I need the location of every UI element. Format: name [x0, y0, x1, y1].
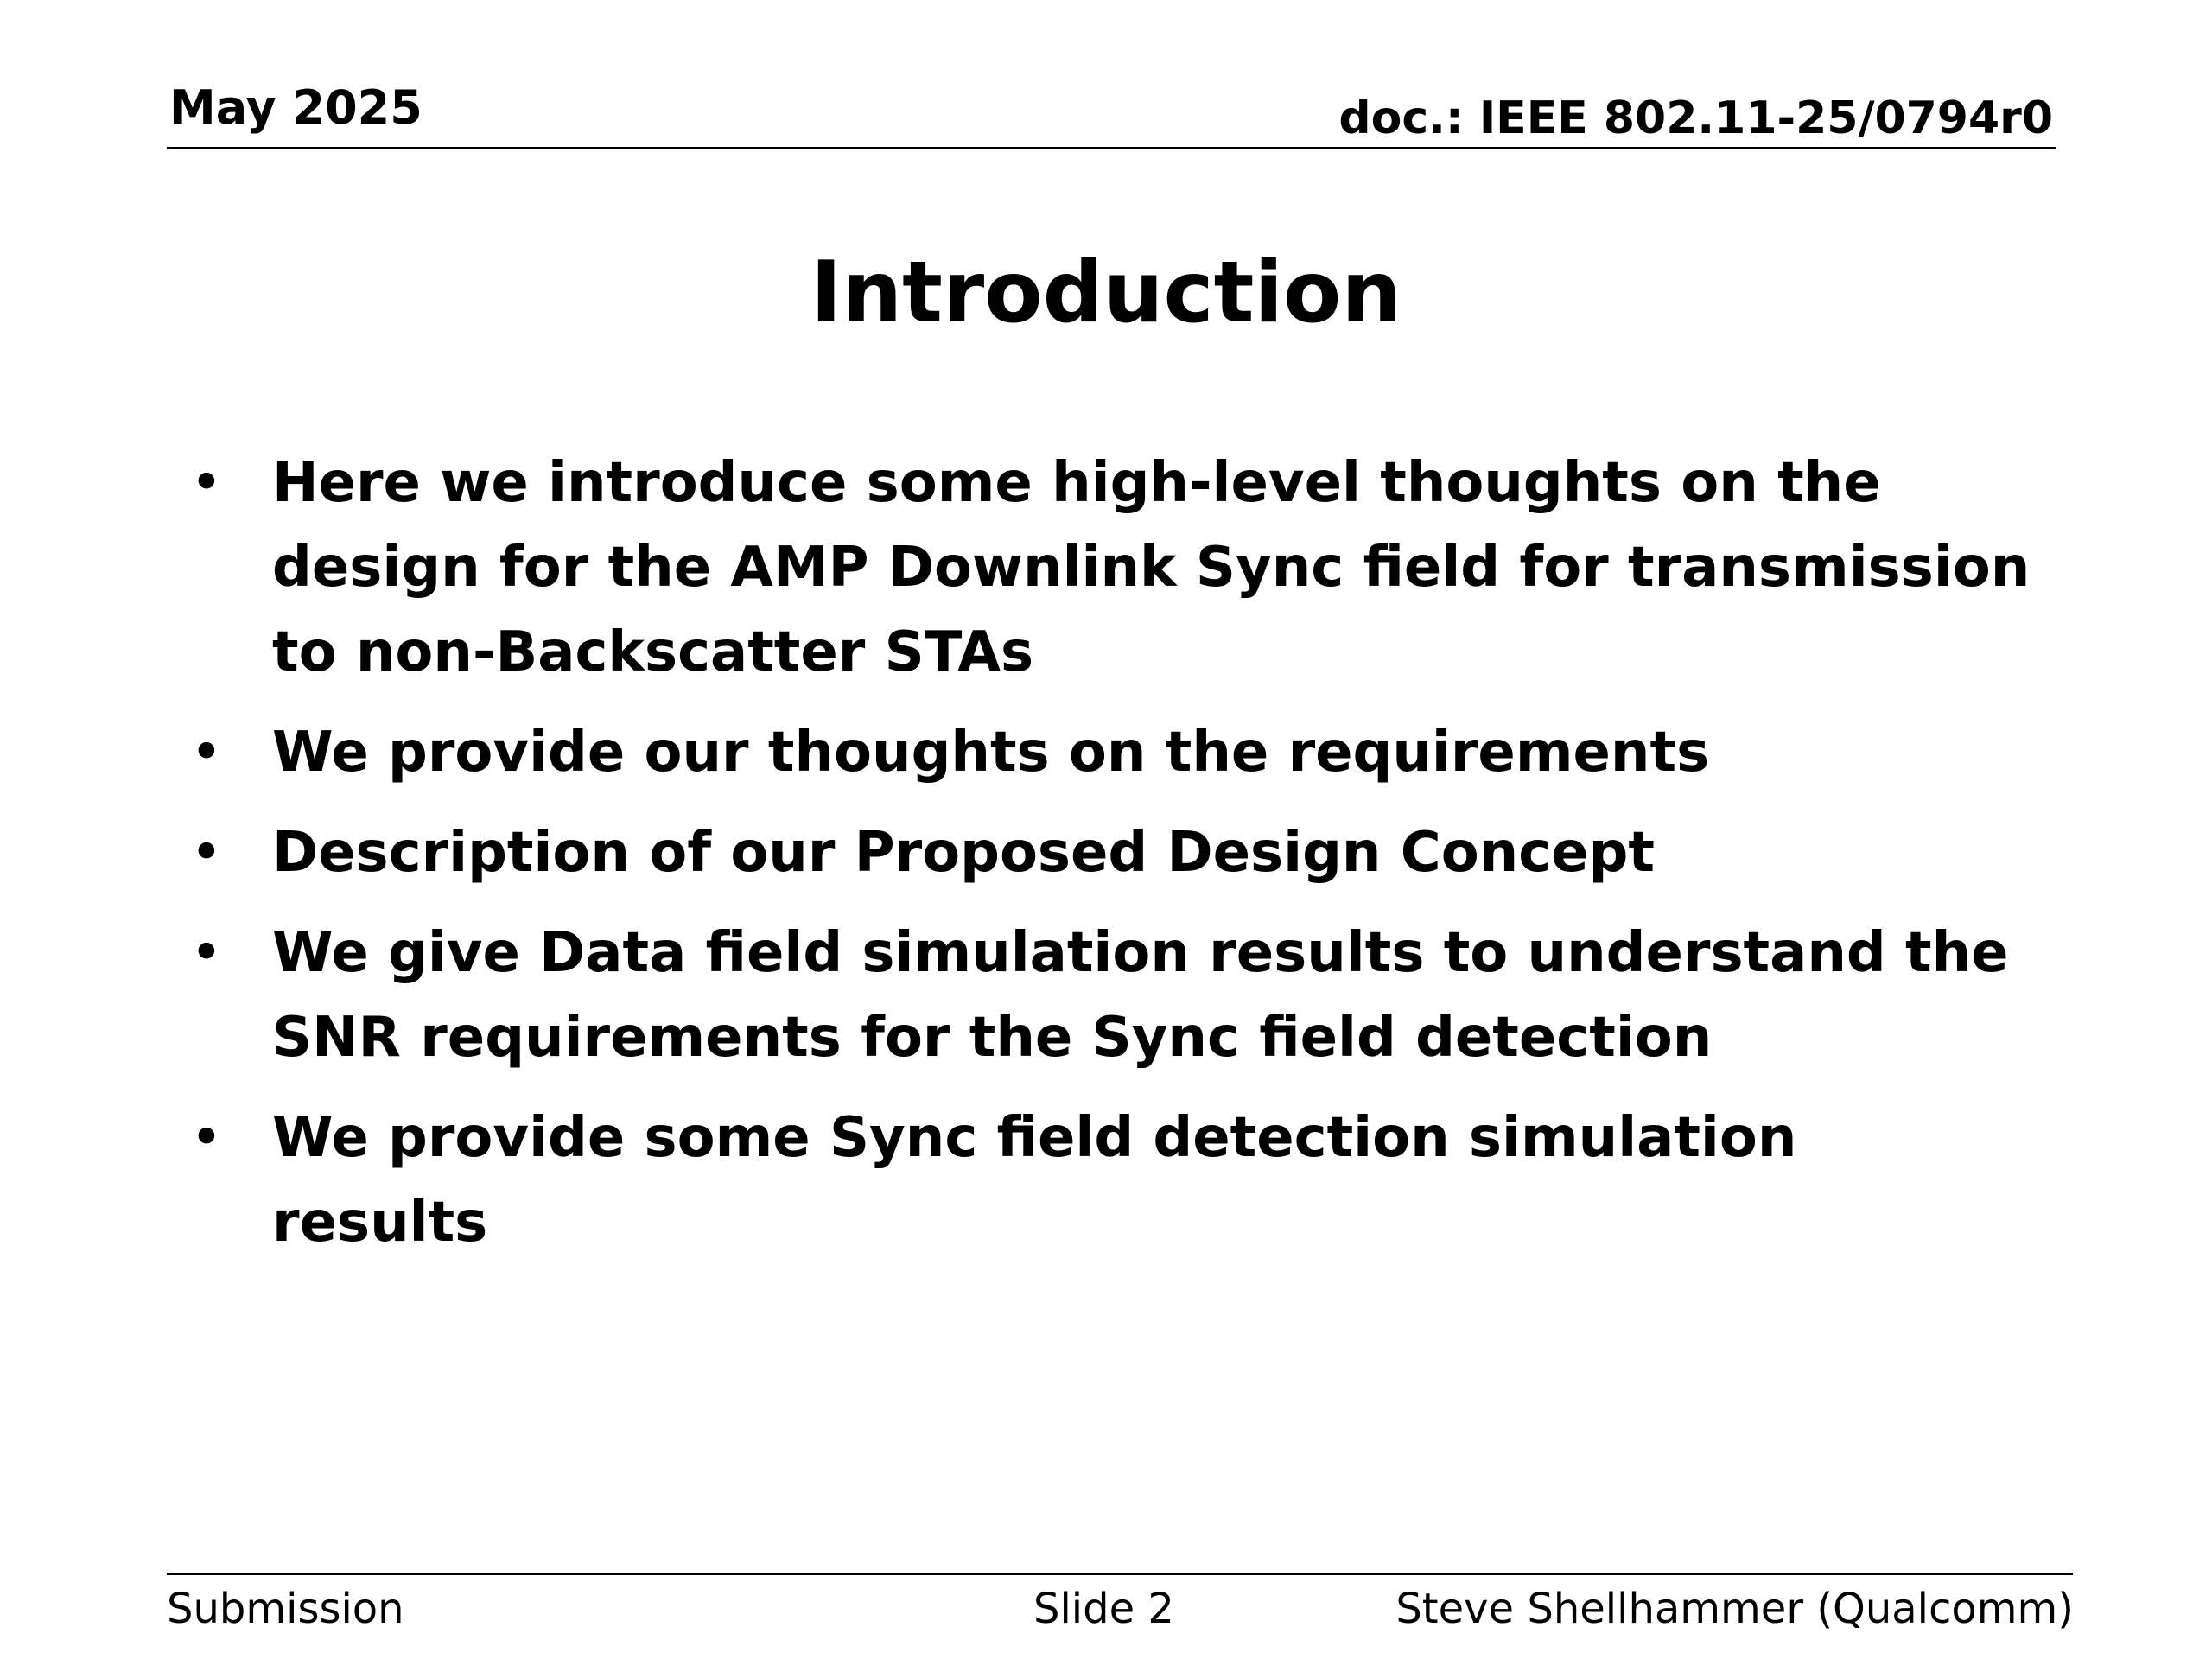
footer-divider — [167, 1573, 2073, 1575]
bullet-dot-icon: • — [190, 451, 223, 515]
bullet-item — [181, 441, 2031, 695]
bullet-text: We provide some Sync field detection simulation results — [272, 1106, 1797, 1255]
bullet-text: We provide our thoughts on the requirements — [272, 721, 1710, 785]
footer-author: Steve Shellhammer (Qualcomm) — [1395, 1585, 2074, 1633]
bullet-dot-icon: • — [190, 821, 223, 885]
bullet-item — [181, 1096, 2031, 1265]
header-divider — [167, 147, 2056, 149]
bullet-text: Here we introduce some high-level thoughts on the design for the AMP Downlink Sync field for transmission to non-Backscatter STAs — [272, 451, 2031, 684]
header-doc-id: doc.: IEEE 802.11-25/0794r0 — [1338, 92, 2053, 144]
bullet-list — [181, 441, 2031, 1281]
bullet-item — [181, 911, 2031, 1080]
footer-submission: Submission — [167, 1585, 404, 1633]
bullet-text: Description of our Proposed Design Concept — [272, 821, 1655, 885]
bullet-item — [181, 810, 2031, 895]
bullet-dot-icon: • — [190, 1106, 223, 1170]
bullet-text: We give Data field simulation results to understand the SNR requirements for the Sync field detection — [272, 921, 2009, 1070]
footer-slide-number: Slide 2 — [1033, 1585, 1174, 1633]
bullet-item — [181, 710, 2031, 795]
slide-title: Introduction — [810, 244, 1402, 342]
bullet-dot-icon: • — [190, 921, 223, 985]
header-date: May 2025 — [169, 80, 423, 135]
bullet-dot-icon: • — [190, 721, 223, 785]
